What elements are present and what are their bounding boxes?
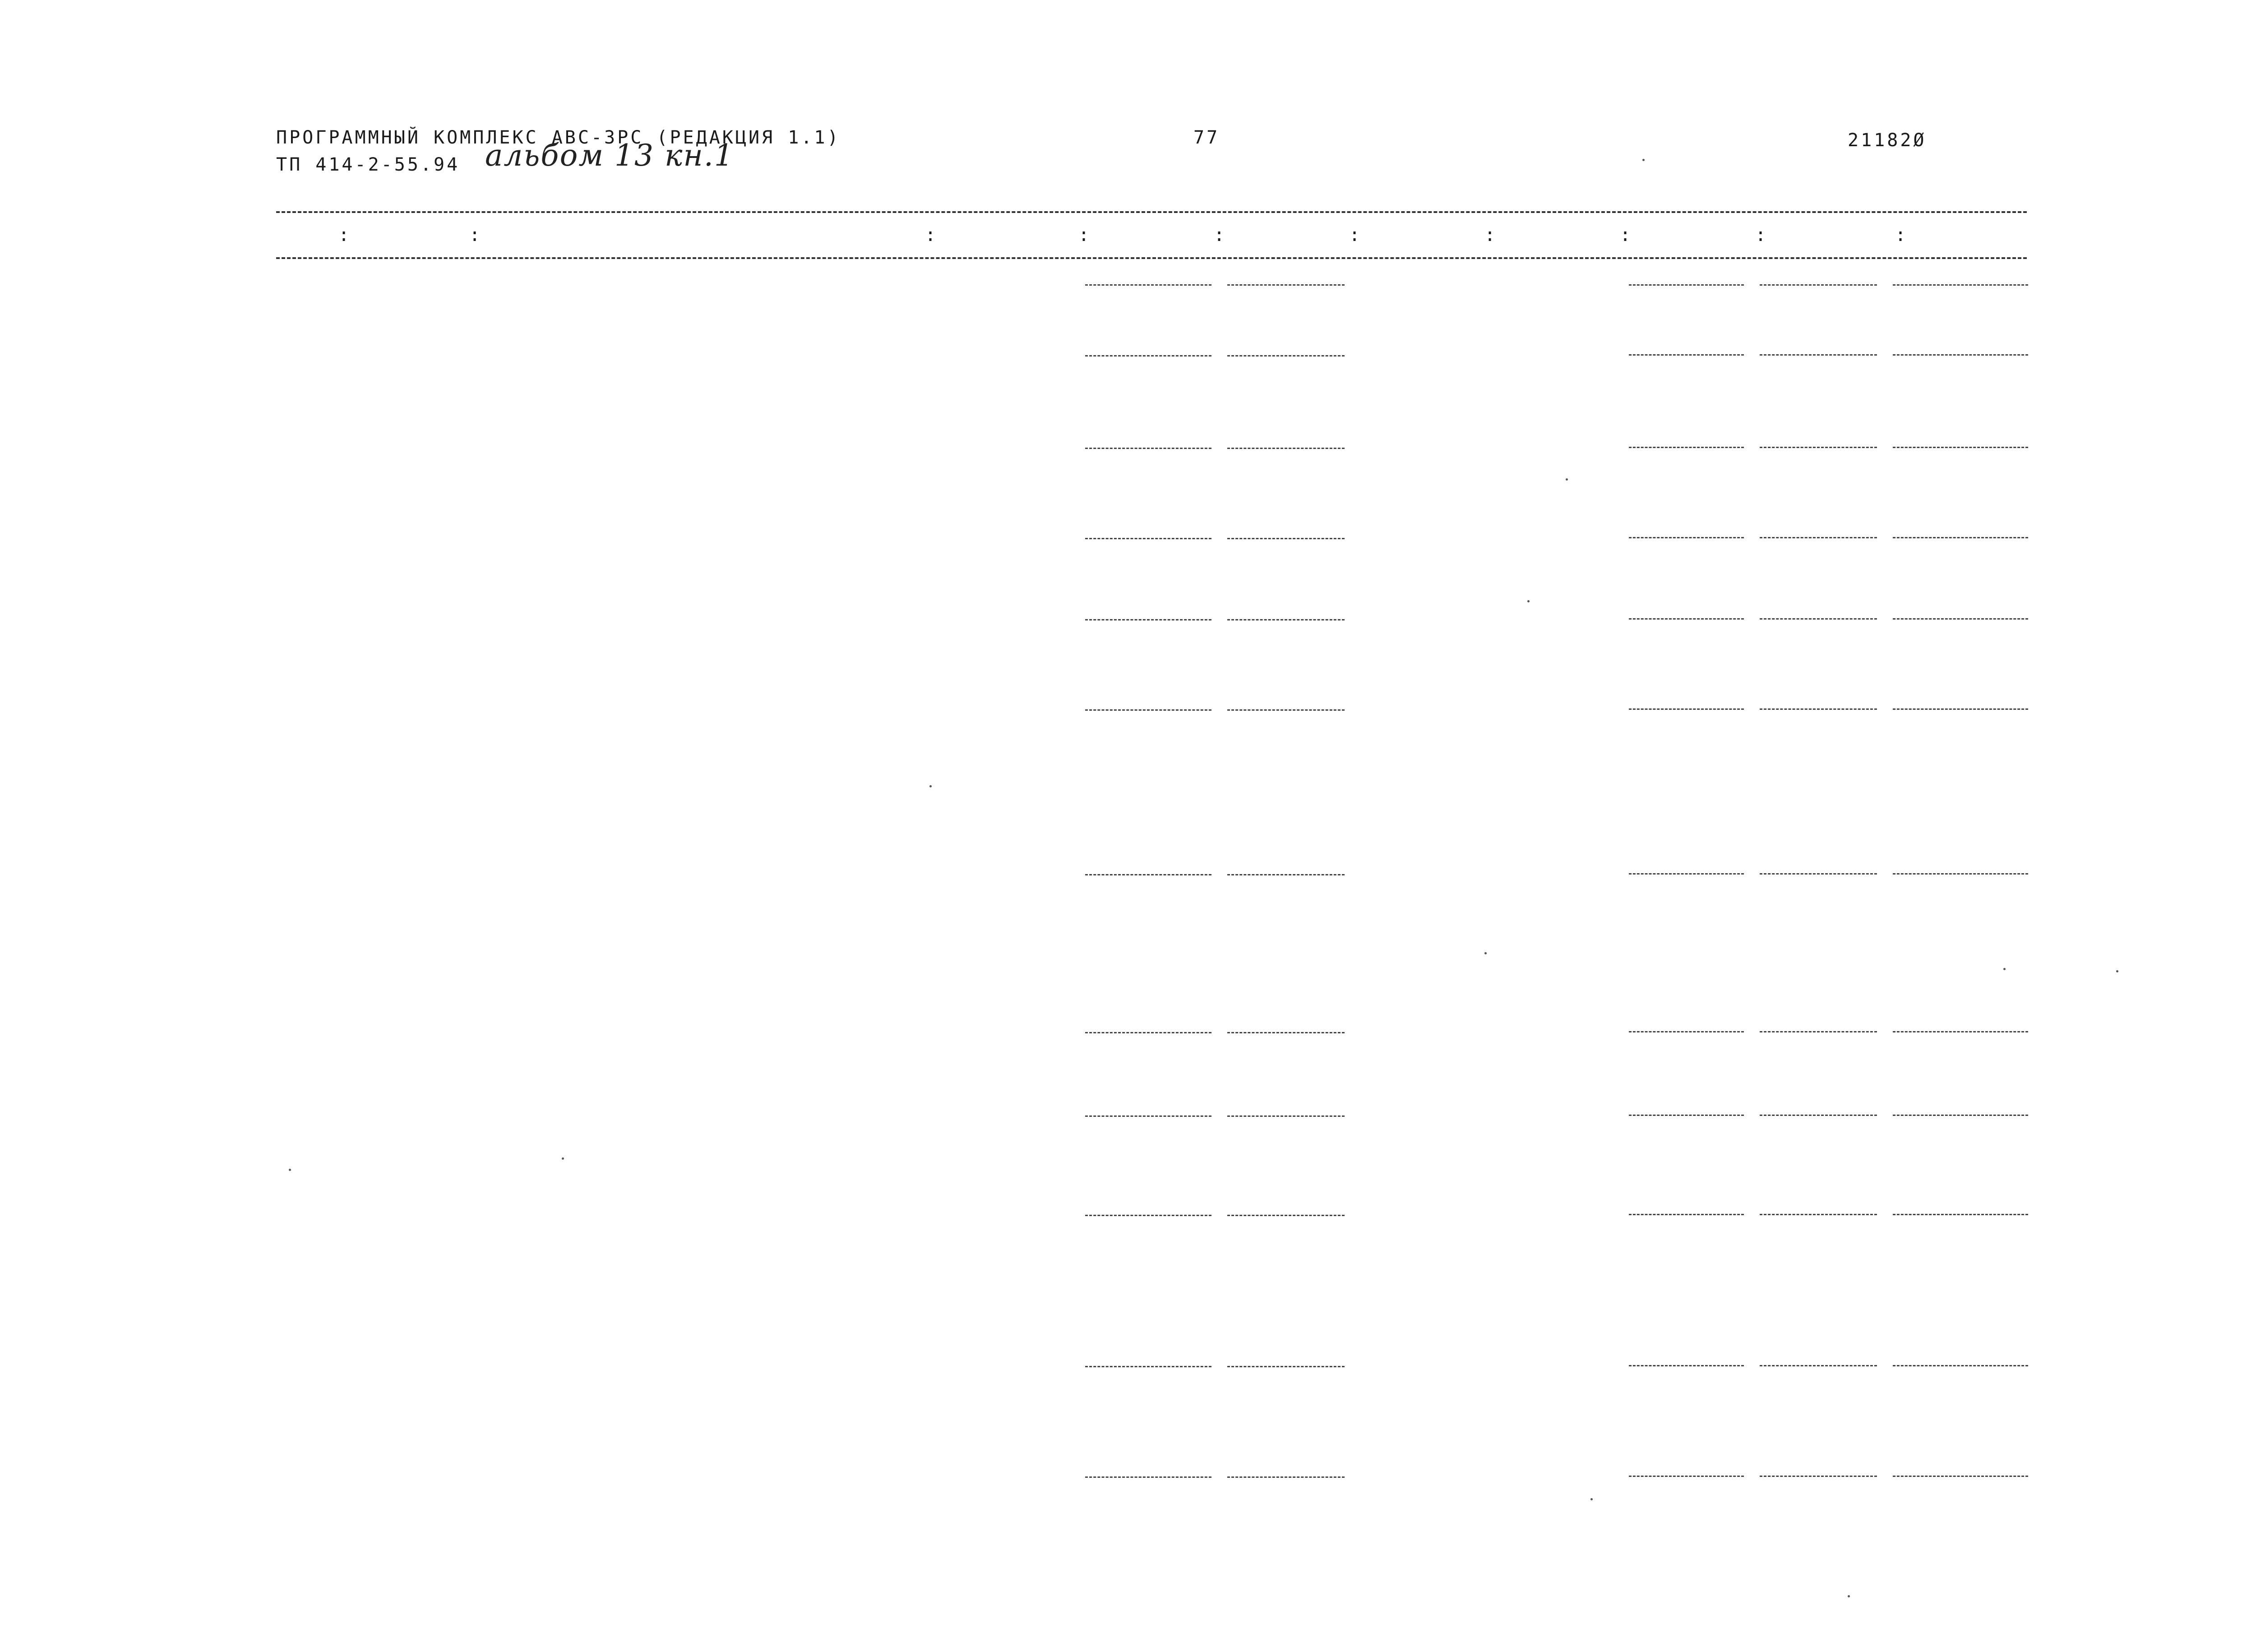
cost-rule bbox=[1893, 618, 2028, 620]
cost-rule bbox=[1893, 447, 2028, 448]
cost-rule bbox=[1085, 619, 1211, 620]
cost-rule bbox=[1085, 538, 1211, 539]
cost-rule bbox=[1085, 1366, 1211, 1367]
cost-rule bbox=[1893, 354, 2028, 356]
cost-rule bbox=[1227, 709, 1345, 711]
scan-speck bbox=[1848, 1595, 1850, 1597]
cost-rule bbox=[1893, 873, 2028, 875]
scan-speck bbox=[1590, 1498, 1593, 1500]
scan-speck bbox=[289, 1169, 291, 1171]
cost-rule bbox=[1760, 873, 1877, 875]
cost-rule bbox=[1227, 448, 1345, 449]
document-number: 21182Ø bbox=[1848, 130, 1927, 151]
cost-rule bbox=[1629, 1031, 1744, 1032]
cost-rule bbox=[1085, 874, 1211, 875]
column-separator: : bbox=[469, 225, 482, 245]
cost-rule bbox=[1893, 1365, 2028, 1366]
cost-rule bbox=[1760, 447, 1877, 448]
scan-speck bbox=[562, 1157, 564, 1160]
cost-rule bbox=[1227, 1032, 1345, 1033]
column-separator: : bbox=[1214, 225, 1227, 245]
cost-rule bbox=[1227, 874, 1345, 875]
column-separator: : bbox=[1078, 225, 1091, 245]
cost-rule bbox=[1760, 537, 1877, 538]
cost-rule bbox=[1893, 284, 2028, 286]
cost-rule bbox=[1629, 708, 1744, 710]
cost-rule bbox=[1893, 708, 2028, 710]
cost-rule bbox=[1227, 619, 1345, 620]
table-header-rule bbox=[276, 257, 2027, 259]
cost-rule bbox=[1760, 354, 1877, 356]
cost-rule bbox=[1893, 1031, 2028, 1032]
cost-rule bbox=[1760, 1115, 1877, 1116]
cost-rule bbox=[1760, 284, 1877, 286]
cost-rule bbox=[1227, 1366, 1345, 1367]
cost-rule bbox=[1893, 1476, 2028, 1477]
cost-rule bbox=[1629, 354, 1744, 356]
cost-rule bbox=[1227, 284, 1345, 286]
cost-rule bbox=[1085, 1476, 1211, 1478]
cost-rule bbox=[1893, 1214, 2028, 1215]
cost-rule bbox=[1085, 1215, 1211, 1216]
page-number: 77 bbox=[1193, 127, 1220, 148]
cost-rule bbox=[1629, 447, 1744, 448]
cost-rule bbox=[1629, 1476, 1744, 1477]
cost-rule bbox=[1760, 1365, 1877, 1366]
cost-rule bbox=[1085, 1032, 1211, 1033]
cost-rule bbox=[1227, 1476, 1345, 1478]
scan-speck bbox=[1642, 159, 1645, 161]
column-separator: : bbox=[1755, 225, 1768, 245]
cost-rule bbox=[1085, 448, 1211, 449]
cost-rule bbox=[1760, 618, 1877, 620]
cost-rule bbox=[1085, 1115, 1211, 1117]
scan-speck bbox=[1566, 478, 1568, 481]
cost-rule bbox=[1227, 1115, 1345, 1117]
column-separator: : bbox=[1895, 225, 1908, 245]
cost-rule bbox=[1629, 537, 1744, 538]
cost-rule bbox=[1893, 537, 2028, 538]
scan-speck bbox=[1527, 600, 1530, 602]
scan-speck bbox=[929, 785, 932, 787]
column-separator: : bbox=[925, 225, 938, 245]
cost-rule bbox=[1760, 1214, 1877, 1215]
cost-rule bbox=[1760, 1476, 1877, 1477]
cost-rule bbox=[1227, 538, 1345, 539]
table-top-rule bbox=[276, 211, 2027, 213]
cost-rule bbox=[1629, 284, 1744, 286]
scan-speck bbox=[2116, 970, 2118, 972]
cost-rule bbox=[1893, 1115, 2028, 1116]
cost-rule bbox=[1085, 284, 1211, 286]
cost-rule bbox=[1629, 1365, 1744, 1366]
cost-rule bbox=[1629, 873, 1744, 875]
program-title: ПРОГРАММНЫЙ КОМПЛЕКС АВС-3РС (РЕДАКЦИЯ 1.1) bbox=[276, 127, 841, 148]
scan-speck bbox=[2003, 968, 2006, 970]
cost-rule bbox=[1085, 355, 1211, 356]
project-code: ТП 414-2-55.94 bbox=[276, 154, 460, 175]
cost-rule bbox=[1629, 1214, 1744, 1215]
scan-speck bbox=[1484, 952, 1487, 954]
handwritten-note: альбом 13 кн.1 bbox=[485, 138, 734, 173]
cost-rule bbox=[1227, 355, 1345, 356]
column-separator: : bbox=[1349, 225, 1362, 245]
cost-rule bbox=[1227, 1215, 1345, 1216]
column-separator: : bbox=[1620, 225, 1633, 245]
cost-rule bbox=[1760, 708, 1877, 710]
cost-rule bbox=[1760, 1031, 1877, 1032]
cost-rule bbox=[1629, 1115, 1744, 1116]
cost-rule bbox=[1085, 709, 1211, 711]
column-separator: : bbox=[338, 225, 351, 245]
column-separator: : bbox=[1484, 225, 1498, 245]
cost-rule bbox=[1629, 618, 1744, 620]
